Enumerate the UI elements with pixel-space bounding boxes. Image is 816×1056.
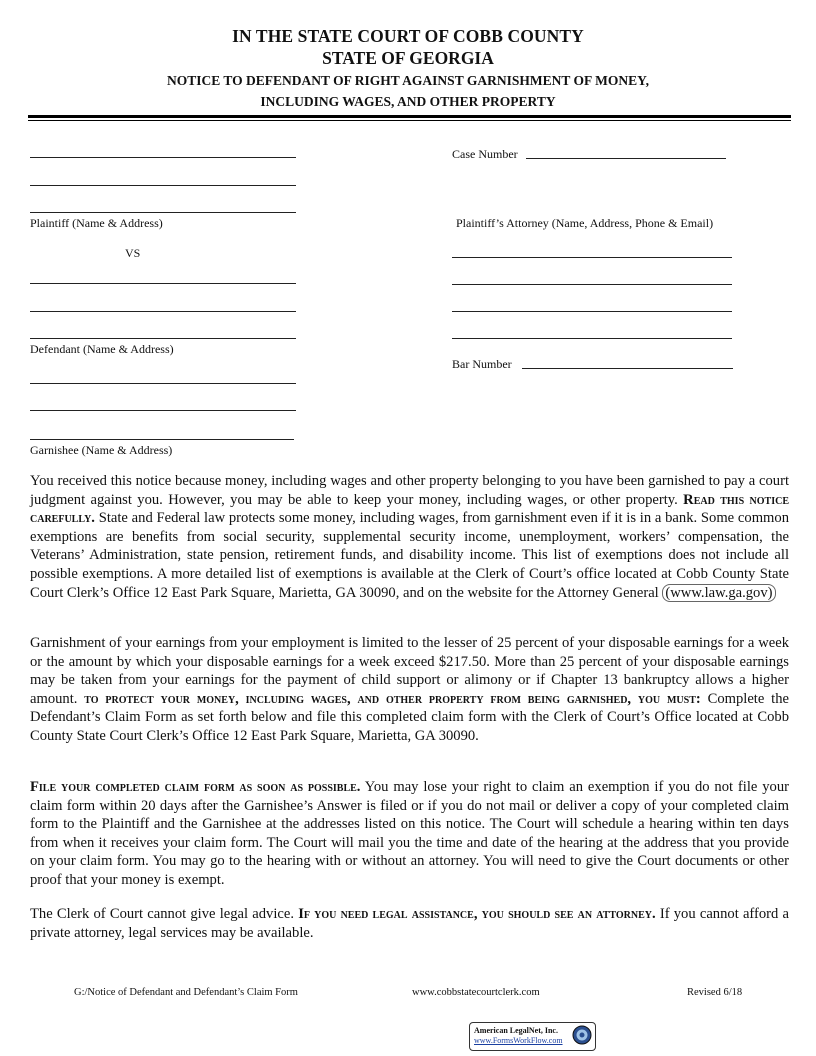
attorney-line-3[interactable] bbox=[452, 311, 732, 312]
notice-paragraph-3: File your completed claim form as soon as possible. You may lose your right to claim an exemption if you do not file your claim form within 20 days after the Garnishee’s Answer is filed or if you do not mail or deliver a copy of your completed claim form to the Plaintiff and the Garnishee at the addresses listed on this notice. The Court will schedule a hearing within ten days from when it receives your claim form. The Court will mail you the time and date of the hearing at the address that you provide on your claim form. You may go to the hearing with or without an attorney. You will need to give the Court documents or other proof that your money is exempt. bbox=[30, 779, 789, 888]
garnishee-line-1[interactable] bbox=[30, 383, 296, 384]
plaintiff-line-2[interactable] bbox=[30, 185, 296, 186]
badge-url[interactable]: www.FormsWorkFlow.com bbox=[474, 1036, 563, 1045]
footer-website[interactable]: www.cobbstatecourtclerk.com bbox=[412, 987, 540, 998]
plaintiff-label: Plaintiff (Name & Address) bbox=[30, 216, 163, 230]
defendant-line-1[interactable] bbox=[30, 283, 296, 284]
attorney-line-4[interactable] bbox=[452, 338, 732, 339]
bar-number-field[interactable] bbox=[522, 368, 733, 369]
case-number-label: Case Number bbox=[452, 147, 518, 161]
plaintiff-attorney-label: Plaintiff’s Attorney (Name, Address, Phone & Email) bbox=[456, 216, 714, 230]
garnishee-line-3[interactable] bbox=[30, 439, 294, 440]
globe-logo-icon bbox=[572, 1025, 592, 1045]
court-name: IN THE STATE COURT OF COBB COUNTY bbox=[232, 26, 584, 46]
case-number-field[interactable] bbox=[526, 158, 726, 159]
badge-company-name: American LegalNet, Inc. bbox=[474, 1026, 558, 1035]
notice-title-line-2: INCLUDING WAGES, AND OTHER PROPERTY bbox=[260, 94, 556, 109]
footer-revised: Revised 6/18 bbox=[687, 987, 743, 998]
notice-title-line-1: NOTICE TO DEFENDANT OF RIGHT AGAINST GARNISHMENT OF MONEY, bbox=[167, 73, 649, 88]
footer-form-path: G:/Notice of Defendant and Defendant’s Claim Form bbox=[74, 987, 298, 998]
notice-paragraph-1: You received this notice because money, including wages and other property belonging to you have been garnished to pay a court judgment against you. However, you may be able to keep your money, including wages, or other property. Read this notice carefully. State and Federal law protects some money, including wages, from garnishment even if it is in a bank. Some common exemptions are benefits from social security, supplemental security income, unemployment, workers’ compensation, the Veterans’ Administration, state pension, retirement funds, and disability income. This list of exemptions does not include all possible exemptions. A more detailed list of exemptions is available at the Clerk of Court’s office located at Cobb County State Court Clerk’s Office 12 East Park Square, Marietta, GA 30090, and on the website for the Attorney General (www.law.ga.gov) bbox=[30, 473, 789, 601]
file-claim-emphasis: File your completed claim form as soon as possible. bbox=[30, 779, 361, 795]
notice-paragraph-4: The Clerk of Court cannot give legal advice. If you need legal assistance, you should see an attorney. If you cannot afford a private attorney, legal services may be available. bbox=[30, 906, 790, 941]
defendant-line-3[interactable] bbox=[30, 338, 296, 339]
attorney-line-2[interactable] bbox=[452, 284, 732, 285]
bar-number-label: Bar Number bbox=[452, 357, 512, 371]
defendant-line-2[interactable] bbox=[30, 311, 296, 312]
header-rule-thick bbox=[28, 115, 791, 118]
attorney-line-1[interactable] bbox=[452, 257, 732, 258]
versus-label: VS bbox=[125, 246, 141, 260]
plaintiff-line-3[interactable] bbox=[30, 212, 296, 213]
read-carefully-emphasis: Read this notice carefully. bbox=[30, 491, 789, 527]
american-legalnet-badge[interactable] bbox=[469, 1022, 596, 1051]
plaintiff-line-1[interactable] bbox=[30, 157, 296, 158]
header-rule-thin bbox=[28, 120, 791, 121]
notice-paragraph-2: Garnishment of your earnings from your employment is limited to the lesser of 25 percent of your disposable earnings for a week or the amount by which your disposable earnings for a week exceed $217.50. More than 25 percent of your disposable earnings may be taken from your earnings for the payment of child support or alimony or if Chapter 13 bankruptcy allows a higher amount. to protect your money, including wages, and other property from being garnished, you must: Complete the Defendant’s Claim Form as set forth below and file this completed claim form with the Clerk of Court’s Office located at Cobb County State Court Clerk’s Office 12 East Park Square, Marietta, GA 30090. bbox=[30, 635, 790, 744]
state-name: STATE OF GEORGIA bbox=[322, 48, 494, 68]
legal-assistance-emphasis: If you need legal assistance, you should see an attorney. bbox=[298, 906, 656, 922]
garnishee-line-2[interactable] bbox=[30, 410, 296, 411]
defendant-label: Defendant (Name & Address) bbox=[30, 342, 174, 356]
protect-money-emphasis: to protect your money, including wages, and other property from being garnished, you must: bbox=[84, 690, 701, 707]
attorney-general-link[interactable]: (www.law.ga.gov) bbox=[662, 584, 775, 602]
garnishee-label: Garnishee (Name & Address) bbox=[30, 443, 173, 457]
